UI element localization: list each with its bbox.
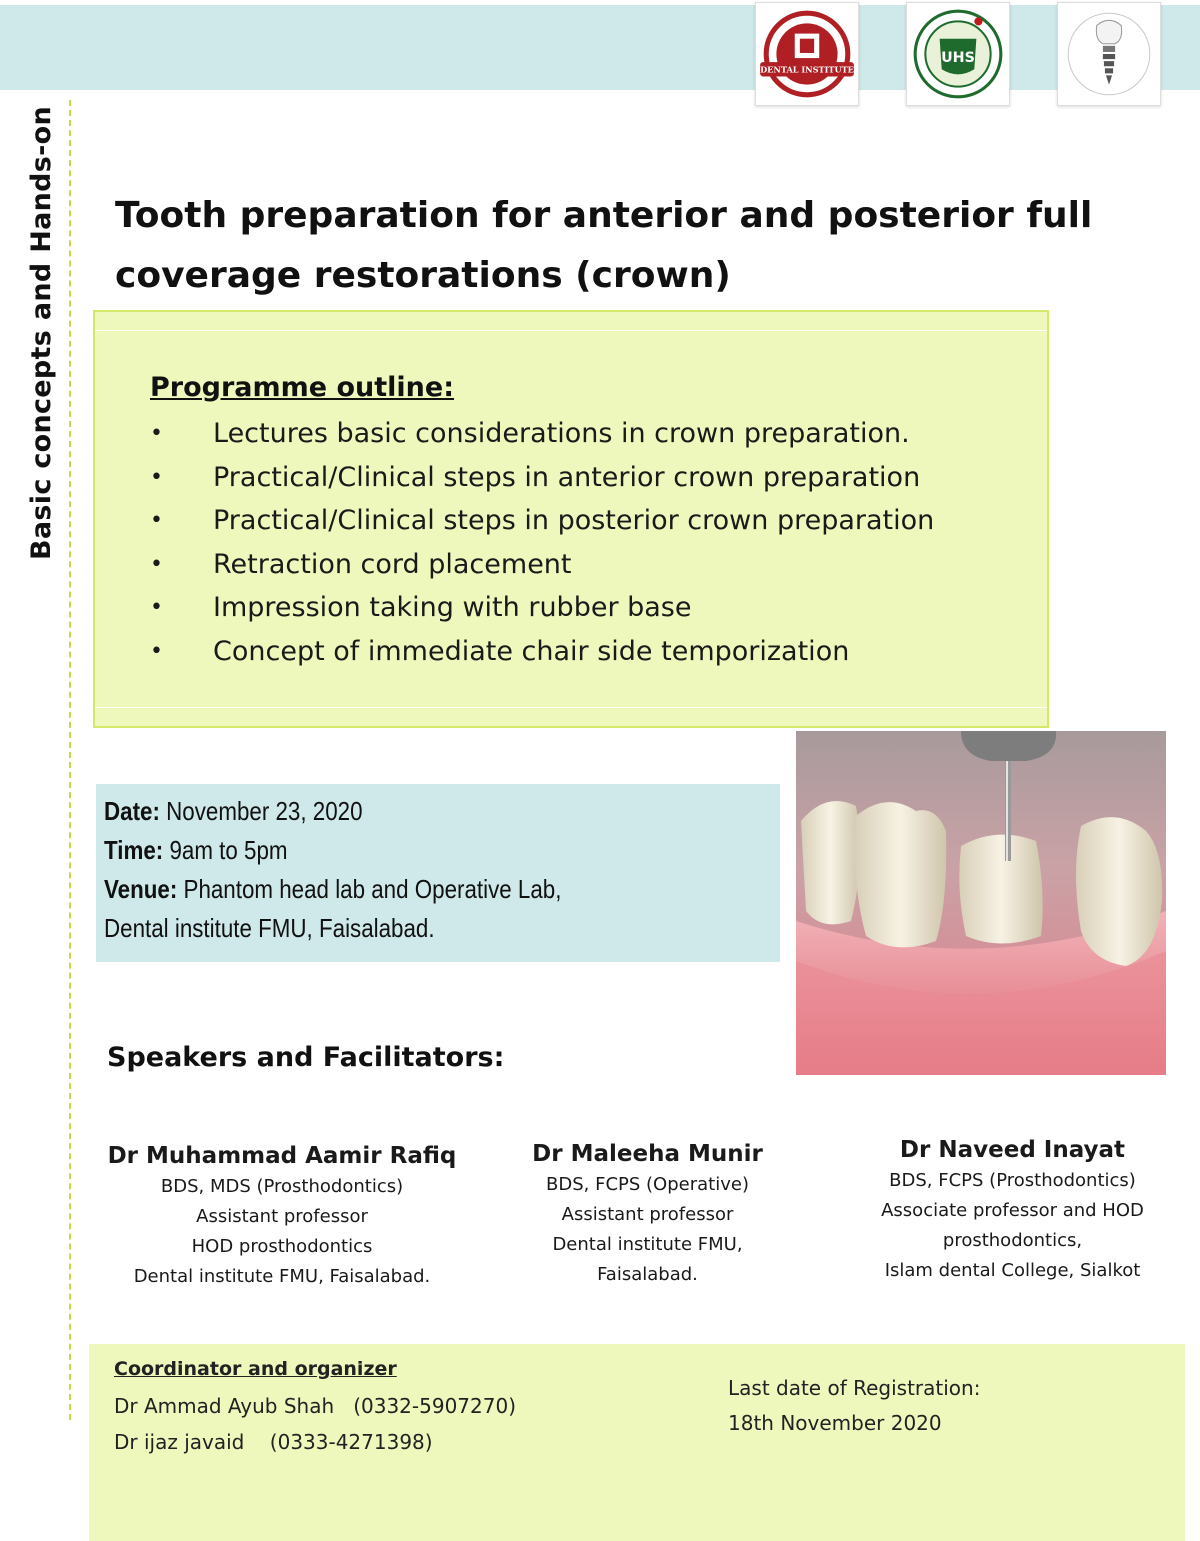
speaker-detail: BDS, FCPS (Prosthodontics) [889,1170,1136,1191]
time-label: Time: [104,835,164,865]
coordinator-contact: Dr Ammad Ayub Shah (0332-5907270) [114,1394,516,1418]
side-dashed-line [69,100,71,1420]
list-item-text: Practical/Clinical steps in posterior crown preparation [213,505,935,536]
event-details [104,792,636,948]
tooth-preparation-photo [796,731,1166,1075]
speaker-detail: Associate professor and HOD [881,1200,1144,1221]
speaker-detail: Faisalabad. [597,1264,698,1285]
speaker-detail: HOD prosthodontics [191,1236,373,1257]
list-item [150,586,934,630]
registration-date: 18th November 2020 [728,1411,942,1435]
bullet-icon: • [150,508,163,533]
bullet-icon: • [150,551,163,577]
speaker-name: Dr Maleeha Munir [532,1141,763,1167]
bullet-icon: • [150,464,163,490]
venue-line [104,870,561,909]
bullet-icon: • [150,638,163,664]
bullet-icon: • [150,595,163,620]
list-item-text: Concept of immediate chair side temporization [213,635,850,667]
list-item [150,412,934,456]
speaker-name: Dr Naveed Inayat [899,1137,1126,1163]
speaker-detail: Dental institute FMU, Faisalabad. [133,1266,431,1287]
venue-line-2: Dental institute FMU, Faisalabad. [104,913,435,943]
date-line [104,792,561,831]
list-item [150,543,934,587]
logo-1-text: DENTAL INSTITUTE [760,64,854,75]
programme-outline-list [150,412,934,673]
list-item [150,630,934,674]
implant-society-logo [1057,2,1161,106]
coordinator-heading: Coordinator and organizer [114,1358,397,1380]
top-band [0,5,1200,90]
speaker-detail: Islam dental College, Sialkot [884,1260,1141,1281]
speaker-card [520,1138,775,1290]
speaker-detail: BDS, MDS (Prosthodontics) [160,1176,404,1197]
dental-institute-logo [755,2,859,106]
speakers-heading: Speakers and Facilitators: [107,1042,505,1073]
bullet-icon: • [150,421,163,446]
coordinator-contact: Dr ijaz javaid (0333-4271398) [114,1430,433,1454]
list-item [150,499,934,543]
list-item [150,456,934,500]
speaker-name: Dr Muhammad Aamir Rafiq [107,1143,457,1169]
speaker-detail: Assistant professor [561,1204,734,1225]
uhs-logo [906,2,1010,106]
list-item-text: Impression taking with rubber base [213,592,692,623]
time-value: 9am to 5pm [163,835,288,865]
logo-2-text: UHS [941,50,975,67]
date-value: November 23, 2020 [159,796,363,826]
time-line [104,831,561,870]
speaker-card [107,1140,457,1292]
venue-value: Phantom head lab and Operative Lab, [177,874,562,904]
venue-label: Venue: [104,874,178,904]
speaker-detail: Dental institute FMU, [552,1234,743,1255]
speaker-detail: Assistant professor [196,1206,368,1227]
list-item-text: Practical/Clinical steps in anterior crown preparation [213,461,921,493]
speaker-card [860,1134,1165,1286]
speaker-detail: prosthodontics, [942,1230,1083,1251]
side-banner-text: Basic concepts and Hands-on [26,105,57,560]
registration-label: Last date of Registration: [728,1376,981,1400]
list-item-text: Retraction cord placement [213,548,572,580]
page-title: Tooth preparation for anterior and posterior full coverage restorations (crown) [115,195,1093,296]
programme-outline-heading: Programme outline: [150,372,455,403]
date-label: Date: [104,796,160,826]
list-item-text: Lectures basic considerations in crown preparation. [213,418,910,449]
speaker-detail: BDS, FCPS (Operative) [546,1174,749,1195]
